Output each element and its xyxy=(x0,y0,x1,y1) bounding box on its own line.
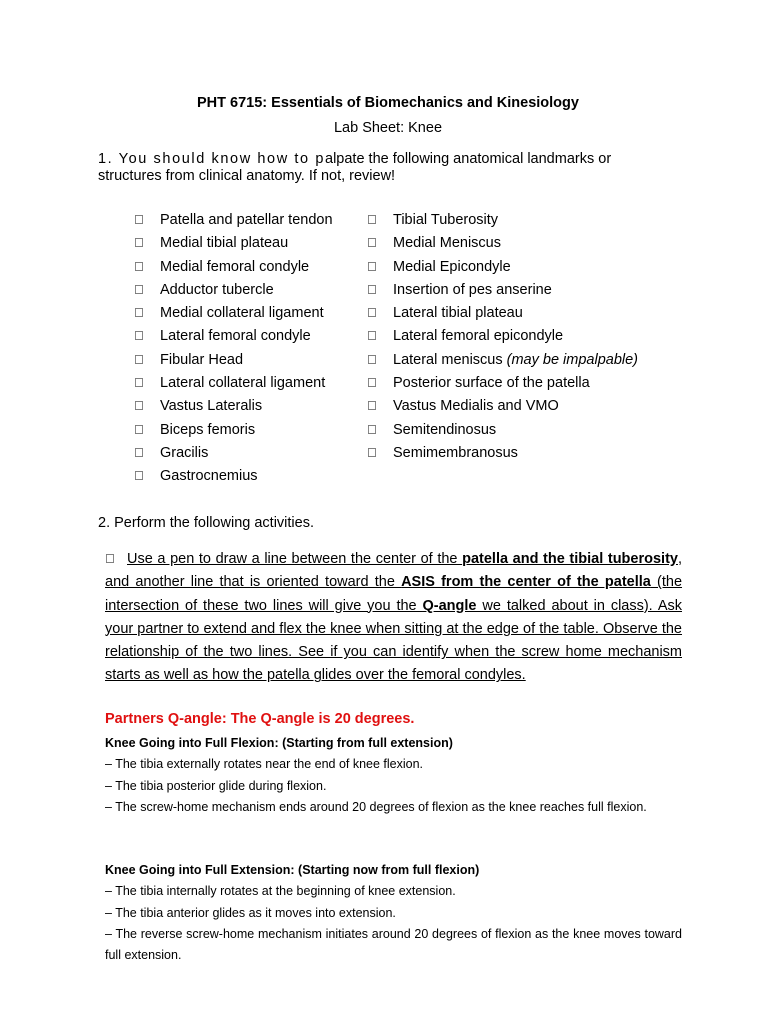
landmarks-list-right xyxy=(367,209,638,465)
list-item: Biceps femoris xyxy=(134,419,333,442)
list-item: Lateral meniscus (may be impalpable) xyxy=(367,349,638,372)
list-item: Gracilis xyxy=(134,442,333,465)
extension-line: – The reverse screw-home mechanism initiates around 20 degrees of flexion as the knee moves toward full extension. xyxy=(105,926,682,963)
checkbox-icon xyxy=(134,256,144,277)
question-1 xyxy=(98,151,658,185)
checkbox-icon xyxy=(134,279,144,300)
list-item: Medial femoral condyle xyxy=(134,256,333,279)
extension-section xyxy=(105,860,682,966)
extension-line: – The tibia internally rotates at the beginning of knee extension. xyxy=(105,884,456,899)
question-2: 2. Perform the following activities. xyxy=(98,515,314,531)
list-item: Lateral femoral condyle xyxy=(134,325,333,348)
activity-instructions: Use a pen to draw a line between the center of the patella and the tibial tuberosity, and another line that is oriented toward the ASIS from the center of the patella (the intersection of these two lines will give you the Q-angle we talked about in class). Ask your partner to extend and flex the knee when sitting at the edge of the table. Observe the relationship of the two lines. See if you can identify when the screw home mechanism starts as well as how the patella glides over the femoral condyles. xyxy=(105,547,682,688)
question-1-text: alpate the following anatomical landmarks or structures from clinical anatomy. If not, review! xyxy=(98,151,612,184)
list-item: Medial collateral ligament xyxy=(134,302,333,325)
list-item: Fibular Head xyxy=(134,349,333,372)
impalpable-note: (may be impalpable) xyxy=(506,350,639,367)
checkbox-icon xyxy=(134,325,144,346)
list-item: Medial Meniscus xyxy=(367,232,638,255)
checkbox-icon xyxy=(367,419,377,440)
extension-heading: Knee Going into Full Extension: (Starting now from full flexion) xyxy=(105,863,480,877)
checkbox-icon xyxy=(134,349,144,370)
checkbox-icon xyxy=(367,349,377,370)
list-item: Lateral tibial plateau xyxy=(367,302,638,325)
list-item: Tibial Tuberosity xyxy=(367,209,638,232)
checkbox-icon xyxy=(134,372,144,393)
flexion-line: – The tibia externally rotates near the end of knee flexion. xyxy=(105,757,424,772)
flexion-line: – The screw-home mechanism ends around 20 degrees of flexion as the knee reaches full flexion. xyxy=(105,799,647,814)
document-title: PHT 6715: Essentials of Biomechanics and Kinesiology xyxy=(197,95,579,111)
list-item: Medial Epicondyle xyxy=(367,256,638,279)
checkbox-icon xyxy=(134,465,144,486)
checkbox-icon xyxy=(134,395,144,416)
checkbox-icon xyxy=(367,442,377,463)
document-subtitle: Lab Sheet: Knee xyxy=(333,120,443,136)
checkbox-icon xyxy=(134,419,144,440)
checkbox-icon xyxy=(367,209,377,230)
question-1-lead: 1. You should know how to p xyxy=(98,151,326,167)
checkbox-icon xyxy=(367,302,377,323)
list-item: Medial tibial plateau xyxy=(134,232,333,255)
checkbox-icon xyxy=(105,547,127,570)
landmarks-list-left xyxy=(134,209,333,489)
checkbox-icon xyxy=(134,442,144,463)
list-item: Insertion of pes anserine xyxy=(367,279,638,302)
list-item: Lateral femoral epicondyle xyxy=(367,325,638,348)
flexion-line: – The tibia posterior glide during flexion. xyxy=(105,778,327,793)
list-item: Semitendinosus xyxy=(367,419,638,442)
list-item: Lateral collateral ligament xyxy=(134,372,333,395)
list-item: Semimembranosus xyxy=(367,442,638,465)
list-item: Posterior surface of the patella xyxy=(367,372,638,395)
flexion-section xyxy=(105,733,682,818)
flexion-heading: Knee Going into Full Flexion: (Starting from full extension) xyxy=(105,736,453,750)
list-item: Adductor tubercle xyxy=(134,279,333,302)
checkbox-icon xyxy=(367,325,377,346)
list-item: Vastus Medialis and VMO xyxy=(367,395,638,418)
checkbox-icon xyxy=(367,279,377,300)
extension-line: – The tibia anterior glides as it moves into extension. xyxy=(105,905,396,920)
checkbox-icon xyxy=(134,302,144,323)
checkbox-icon xyxy=(367,256,377,277)
list-item: Gastrocnemius xyxy=(134,465,333,488)
checkbox-icon xyxy=(367,372,377,393)
checkbox-icon xyxy=(134,232,144,253)
checkbox-icon xyxy=(367,232,377,253)
checkbox-icon xyxy=(134,209,144,230)
list-item: Patella and patellar tendon xyxy=(134,209,333,232)
checkbox-icon xyxy=(367,395,377,416)
partner-q-angle: Partners Q-angle: The Q-angle is 20 degrees. xyxy=(105,711,415,727)
list-item: Vastus Lateralis xyxy=(134,395,333,418)
